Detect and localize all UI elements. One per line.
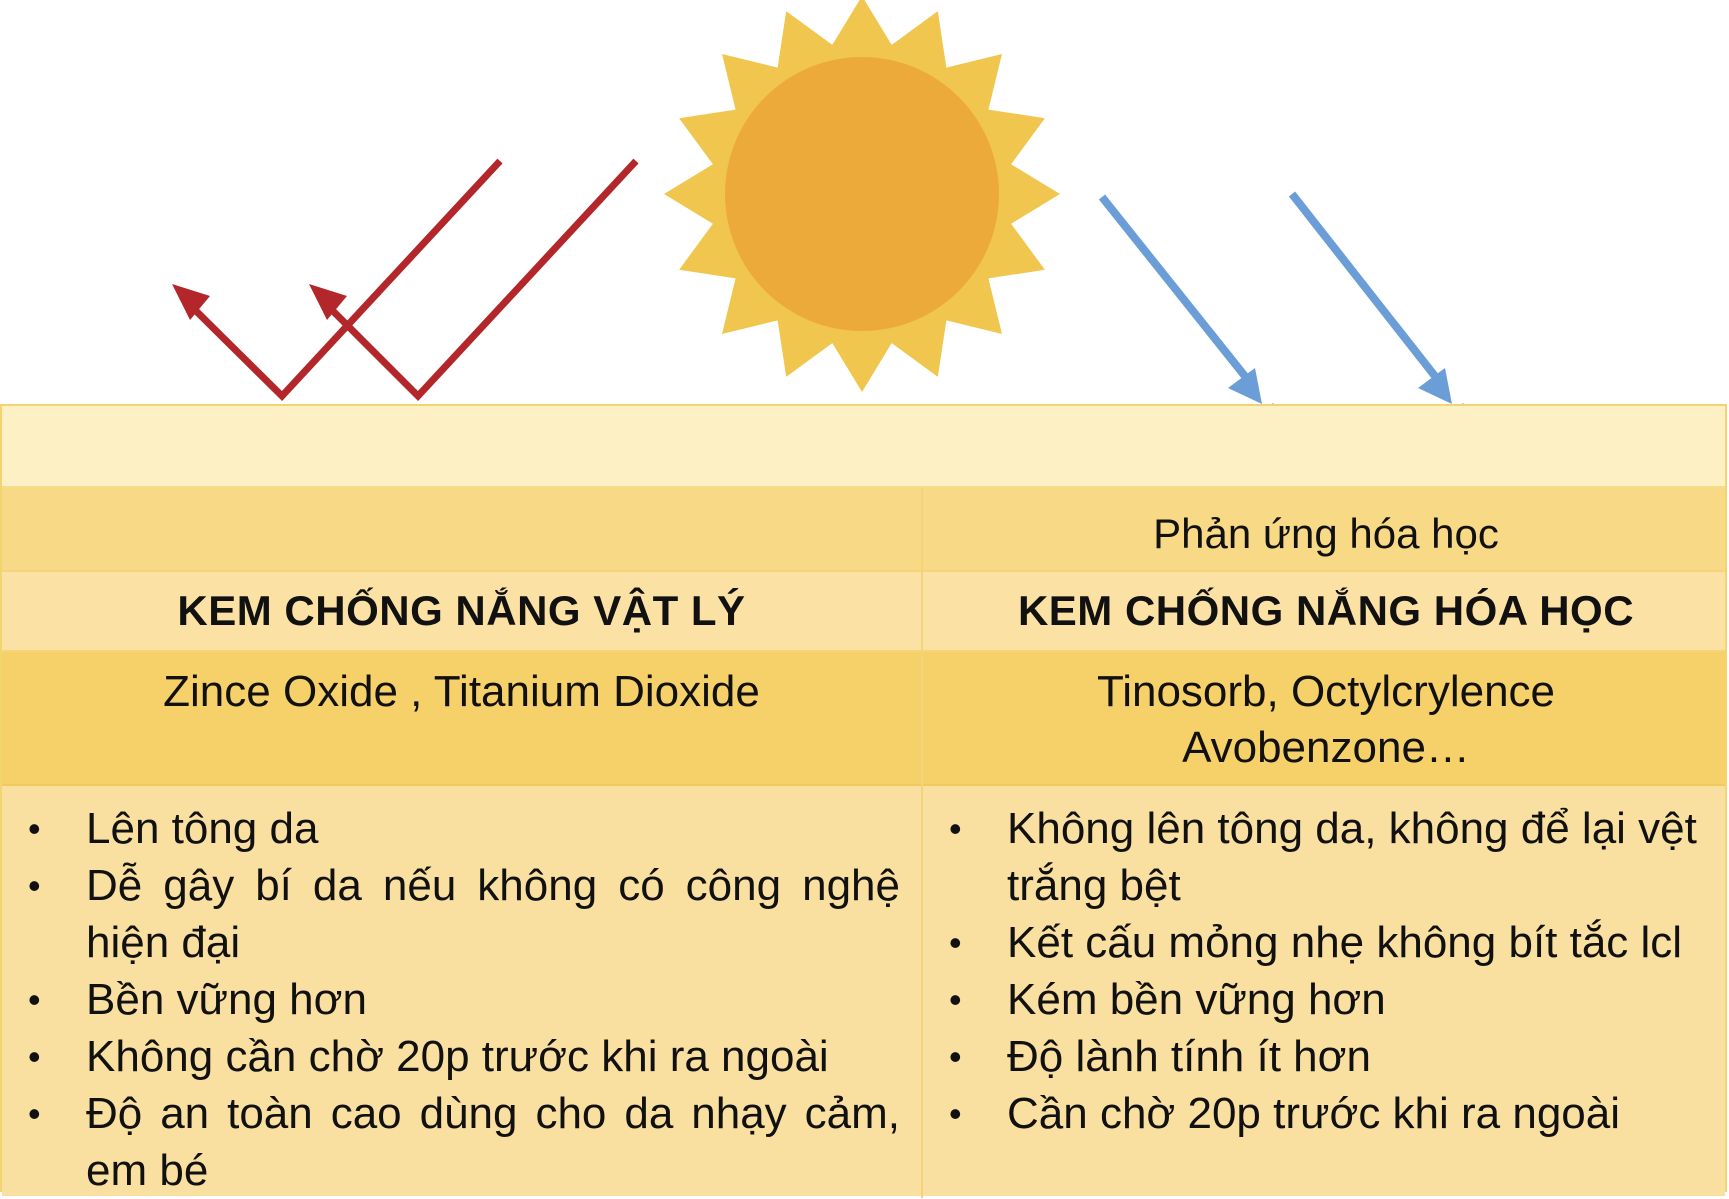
list-item: • Không cần chờ 20p trước khi ra ngoài — [20, 1028, 900, 1085]
bullet-icon: • — [28, 808, 41, 849]
list-item: • Độ an toàn cao dùng cho da nhạy cảm, em bé — [20, 1085, 900, 1199]
list-item: • Bền vững hơn — [20, 971, 900, 1028]
physical-points — [2, 786, 921, 1196]
ingredient-line: Tinosorb, Octylcrylence — [1096, 667, 1556, 716]
list-item: • Kém bền vững hơn — [941, 971, 1721, 1028]
ingredients-row — [2, 652, 1725, 786]
bullet-icon: • — [28, 979, 41, 1020]
bullet-icon: • — [949, 979, 962, 1020]
bullet-icon: • — [949, 1093, 962, 1134]
bullet-icon: • — [28, 1036, 41, 1077]
bullet-icon: • — [28, 865, 41, 906]
list-item: • Dễ gây bí da nếu không có công nghệ hiện đại — [20, 857, 900, 971]
bullet-icon: • — [949, 1036, 962, 1077]
reflected-uv-arrow-icon — [309, 161, 636, 396]
bullet-icon: • — [949, 808, 962, 849]
reaction-row — [2, 488, 1725, 572]
chemical-points — [923, 786, 1729, 1196]
physical-sunscreen-title: KEM CHỐNG NẮNG VẬT LÝ — [177, 587, 746, 634]
reaction-label: Phản ứng hóa học — [1153, 510, 1499, 557]
ingredient-line: Zince Oxide , Titanium Dioxide — [163, 667, 760, 716]
chemical-ingredients — [923, 652, 1729, 784]
list-item: • Độ lành tính ít hơn — [941, 1028, 1721, 1085]
bullet-icon: • — [28, 1093, 41, 1134]
ingredient-line: Avobenzone… — [1182, 723, 1470, 772]
column-divider — [921, 488, 923, 1198]
reaction-cell-left — [2, 488, 921, 570]
list-item: • Kết cấu mỏng nhẹ không bít tắc lcl — [941, 914, 1721, 971]
list-item: • Lên tông da — [20, 800, 900, 857]
chemical-sunscreen-title: KEM CHỐNG NẮNG HÓA HỌC — [1017, 587, 1635, 634]
physical-ingredients — [2, 652, 921, 784]
skin-surface-band — [2, 406, 1725, 488]
points-row — [2, 786, 1725, 1196]
title-row — [2, 572, 1725, 652]
comparison-table — [0, 404, 1727, 1195]
sun-icon — [664, 0, 1060, 392]
bullet-icon: • — [949, 922, 962, 963]
list-item: • Cần chờ 20p trước khi ra ngoài — [941, 1085, 1721, 1142]
list-item: • Không lên tông da, không để lại vệt trắng bệt — [941, 800, 1721, 914]
sun-core — [725, 57, 999, 331]
